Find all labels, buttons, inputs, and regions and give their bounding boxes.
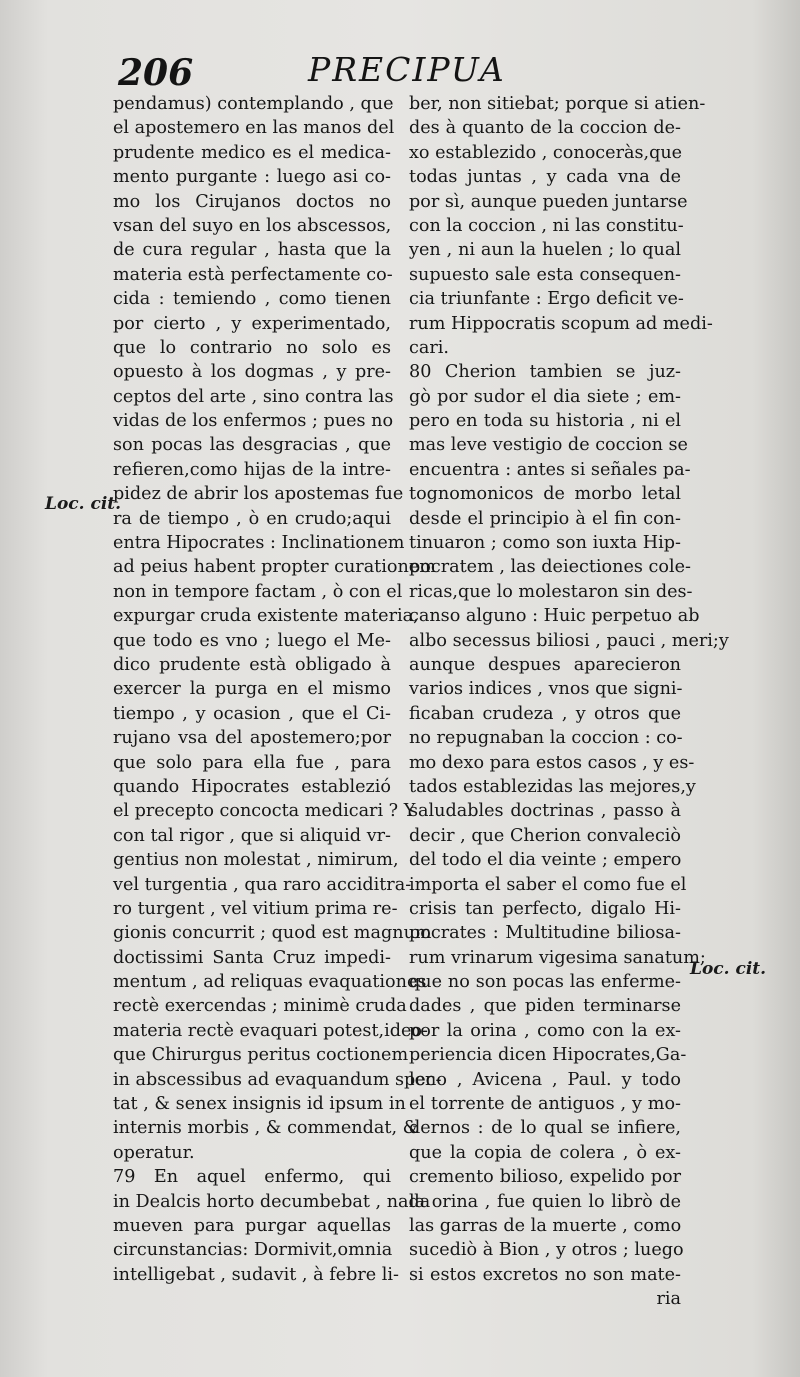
text-line: son pocas las desgracias , que — [113, 435, 391, 456]
text-line: xo establezido , conoceràs,que — [409, 142, 683, 163]
text-line: non in tempore factam , ò con el — [113, 581, 403, 602]
text-line: cari. — [409, 337, 449, 358]
left-column — [113, 92, 442, 1287]
text-line: que todo es vno ; luego el Me- — [113, 630, 391, 651]
text-line: vidas de los enfermos ; pues no — [113, 411, 394, 432]
text-line: mo los Cirujanos doctos no — [113, 191, 391, 212]
text-line: leno , Avicena , Paul. y todo — [409, 1069, 681, 1090]
margin-note-right: Loc. cit. — [690, 959, 767, 979]
text-line: mas leve vestigio de coccion se — [409, 435, 688, 456]
text-line: gionis concurrit ; quod est magnum — [113, 923, 432, 944]
text-line: gentius non molestat , nimirum, — [113, 850, 399, 871]
text-line: importa el saber el como fue el — [409, 874, 687, 895]
text-line: por cierto , y experimentado, — [113, 313, 391, 334]
text-line: dico prudente està obligado à — [113, 654, 391, 675]
text-line: opuesto à los dogmas , y pre- — [113, 362, 391, 383]
text-line: varios indices , vnos que signi- — [409, 679, 683, 700]
text-line: ber, non sitiebat; porque si atien- — [409, 94, 706, 114]
text-line: canso alguno : Huic perpetuo ab — [409, 606, 700, 627]
text-line: que no son pocas las enferme- — [409, 972, 681, 993]
text-line: que la copia de colera , ò ex- — [409, 1142, 681, 1163]
text-line: materia està perfectamente co- — [113, 264, 393, 285]
text-line: las garras de la muerte , como — [409, 1215, 682, 1236]
text-line: mentum , ad reliquas evaquationes — [113, 972, 427, 993]
text-line: quando Hipocrates establezió — [113, 776, 391, 797]
text-line: pendamus) contemplando , que — [113, 94, 394, 114]
text-line: vel turgentia , qua raro acciditra- — [113, 874, 412, 895]
text-line: pocrates : Multitudine biliosa- — [409, 923, 681, 944]
text-line: des à quanto de la coccion de- — [409, 118, 681, 139]
text-line: sucediò à Bion , y otros ; luego — [409, 1240, 684, 1261]
text-line: rectè exercendas ; minimè cruda — [113, 996, 407, 1017]
text-line: 80 Cherion tambien se juz- — [409, 362, 681, 383]
text-line: rujano vsa del apostemero;por — [113, 728, 391, 749]
text-line: cia triunfante : Ergo deficit ve- — [409, 289, 684, 310]
text-line: que Chirurgus peritus coctionem — [113, 1045, 409, 1066]
text-line: el apostemero en las manos del — [113, 118, 395, 139]
text-line: aunque despues aparecieron — [409, 654, 681, 675]
text-line: por la orina , como con la ex- — [409, 1020, 681, 1041]
text-line: decir , que Cherion convaleciò — [409, 825, 682, 846]
text-line: dernos : de lo qual se infiere, — [409, 1118, 681, 1139]
text-line: tat , & senex insignis id ipsum in — [113, 1094, 406, 1115]
text-line: ficaban crudeza , y otros que — [409, 703, 681, 724]
text-line: dades , que piden terminarse — [409, 996, 681, 1017]
text-line: ria — [656, 1289, 681, 1310]
text-line: cremento bilioso, expelido por — [409, 1167, 681, 1188]
text-line: no repugnaban la coccion : co- — [409, 728, 683, 749]
text-line: entra Hipocrates : Inclinationem — [113, 533, 405, 554]
text-line: que lo contrario no solo es — [113, 337, 391, 358]
text-line: todas juntas , y cada vna de — [409, 167, 681, 188]
text-line: tados establezidas las mejores,y — [409, 776, 696, 797]
text-line: si estos excretos no son mate- — [409, 1264, 681, 1285]
text-line: crisis tan perfecto, digalo Hi- — [409, 898, 681, 919]
text-line: el torrente de antiguos , y mo- — [409, 1094, 681, 1115]
text-line: mueven para purgar aquellas — [113, 1215, 391, 1236]
text-line: del todo el dia veinte ; empero — [409, 850, 682, 871]
text-line: gò por sudor el dia siete ; em- — [409, 386, 681, 407]
text-line: ad peius habent propter curationem — [113, 557, 436, 578]
text-line: tognomonicos de morbo letal — [409, 484, 681, 505]
text-line: supuesto sale esta consequen- — [409, 264, 681, 285]
text-line: exercer la purga en el mismo — [113, 679, 391, 700]
text-line: circunstancias: Dormivit,omnia — [113, 1240, 393, 1261]
text-line: refieren,como hijas de la intre- — [113, 459, 391, 480]
text-line: mo dexo para estos casos , y es- — [409, 752, 695, 773]
text-line: intelligebat , sudavit , à febre li- — [113, 1264, 400, 1285]
text-line: albo secessus biliosi , pauci , meri;y — [409, 630, 729, 651]
text-line: de cura regular , hasta que la — [113, 240, 391, 261]
text-line: mento purgante : luego asi co- — [113, 167, 391, 188]
text-line: materia rectè evaquari potest,ideo- — [113, 1020, 428, 1041]
text-line: la orina , fue quien lo librò de — [409, 1191, 681, 1212]
text-line: que solo para ella fue , para — [113, 752, 391, 773]
text-line: saludables doctrinas , passo à — [409, 801, 681, 822]
text-line: cida : temiendo , como tienen — [113, 289, 391, 310]
text-line: periencia dicen Hipocrates,Ga- — [409, 1045, 687, 1066]
text-line: internis morbis , & commendat, & — [113, 1118, 419, 1139]
text-line: pero en toda su historia , ni el — [409, 411, 681, 432]
text-line: operatur. — [113, 1142, 195, 1163]
text-line: con la coccion , ni las constitu- — [409, 215, 684, 236]
margin-note-left: Loc. cit. — [45, 494, 122, 514]
text-line: yen , ni aun la huelen ; lo qual — [409, 240, 681, 261]
text-line: con tal rigor , que si aliquid vr- — [113, 825, 391, 846]
text-line: encuentra : antes si señales pa- — [409, 459, 691, 480]
running-head: PRECIPUA — [308, 50, 506, 89]
text-line: el precepto concocta medicari ? Y — [113, 801, 416, 822]
text-line: rum vrinarum vigesima sanatum; — [409, 947, 706, 968]
text-line: rum Hippocratis scopum ad medi- — [409, 313, 713, 334]
text-line: pidez de abrir los apostemas fue — [113, 484, 404, 505]
text-line: desde el principio à el fin con- — [409, 508, 681, 529]
text-line: 79 En aquel enfermo, qui — [113, 1167, 391, 1188]
text-line: in abscessibus ad evaquandum spec- — [113, 1069, 442, 1090]
text-line: vsan del suyo en los abscessos, — [113, 215, 392, 236]
text-line: tiempo , y ocasion , que el Ci- — [113, 703, 391, 724]
text-line: pocratem , las deiectiones cole- — [409, 557, 691, 578]
text-line: doctissimi Santa Cruz impedi- — [113, 947, 391, 968]
text-line: ra de tiempo , ò en crudo;aqui — [113, 508, 391, 529]
page-number: 206 — [118, 52, 194, 94]
text-line: ceptos del arte , sino contra las — [113, 386, 394, 407]
text-line: tinuaron ; como son iuxta Hip- — [409, 533, 681, 554]
text-line: in Dealcis horto decumbebat , nada — [113, 1191, 431, 1212]
text-line: expurgar cruda existente materia, — [113, 606, 419, 627]
text-line: ro turgent , vel vitium prima re- — [113, 898, 398, 919]
text-line: prudente medico es el medica- — [113, 142, 391, 163]
text-line: ricas,que lo molestaron sin des- — [409, 581, 693, 602]
text-line: por sì, aunque pueden juntarse — [409, 191, 688, 212]
